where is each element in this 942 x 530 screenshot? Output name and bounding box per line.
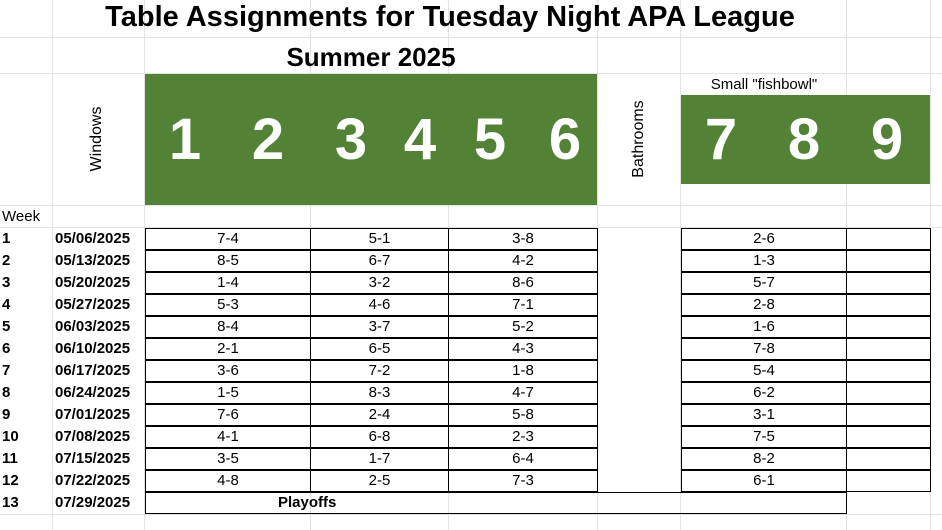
empty-cell	[846, 382, 931, 404]
week-date: 06/24/2025	[55, 384, 131, 401]
table-number: 9	[870, 107, 904, 172]
matchup-cell: 3-6	[145, 360, 311, 382]
table-number: 5	[473, 107, 507, 172]
table-number: 6	[548, 107, 582, 172]
windows-label: Windows	[88, 106, 105, 172]
matchup-cell: 4-8	[145, 470, 311, 492]
table-number: 7	[704, 107, 738, 172]
week-date: 07/29/2025	[55, 494, 131, 511]
matchup-cell: 7-5	[681, 426, 847, 448]
empty-cell	[846, 426, 931, 448]
empty-cell	[846, 228, 931, 250]
matchup-cell: 8-4	[145, 316, 311, 338]
bathrooms-label: Bathrooms	[630, 100, 647, 178]
matchup-cell: 5-4	[681, 360, 847, 382]
empty-cell	[846, 294, 931, 316]
week-number: 11	[2, 450, 18, 467]
main-tables-bar	[145, 74, 597, 205]
matchup-cell: 4-3	[448, 338, 598, 360]
matchup-cell: 4-1	[145, 426, 311, 448]
matchup-cell: 2-5	[310, 470, 449, 492]
matchup-cell: 3-2	[310, 272, 449, 294]
empty-cell	[846, 360, 931, 382]
matchup-cell: 2-4	[310, 404, 449, 426]
week-number: 13	[2, 494, 19, 511]
empty-cell	[846, 272, 931, 294]
matchup-cell: 6-1	[681, 470, 847, 492]
matchup-cell: 8-6	[448, 272, 598, 294]
matchup-cell: 6-7	[310, 250, 449, 272]
matchup-cell: 8-2	[681, 448, 847, 470]
matchup-cell: 4-6	[310, 294, 449, 316]
matchup-cell: 1-4	[145, 272, 311, 294]
week-date: 06/17/2025	[55, 362, 131, 379]
matchup-cell: 3-7	[310, 316, 449, 338]
matchup-cell: 1-7	[310, 448, 449, 470]
matchup-cell: 6-8	[310, 426, 449, 448]
matchup-cell: 6-2	[681, 382, 847, 404]
matchup-cell: 7-2	[310, 360, 449, 382]
matchup-cell: 4-2	[448, 250, 598, 272]
matchup-cell: 5-8	[448, 404, 598, 426]
fishbowl-tables-bar	[681, 95, 930, 184]
empty-cell	[846, 338, 931, 360]
matchup-cell: 5-2	[448, 316, 598, 338]
matchup-cell: 1-8	[448, 360, 598, 382]
matchup-cell: 3-8	[448, 228, 598, 250]
week-date: 05/20/2025	[55, 274, 131, 291]
table-number: 3	[334, 107, 368, 172]
week-date: 05/27/2025	[55, 296, 131, 313]
empty-cell	[846, 404, 931, 426]
matchup-cell: 3-5	[145, 448, 311, 470]
matchup-cell: 7-6	[145, 404, 311, 426]
matchup-cell: 5-7	[681, 272, 847, 294]
matchup-cell: 5-1	[310, 228, 449, 250]
week-date: 06/03/2025	[55, 318, 131, 335]
season-subtitle: Summer 2025	[286, 42, 456, 72]
matchup-cell: 6-4	[448, 448, 598, 470]
week-column-header: Week	[2, 208, 41, 225]
empty-cell	[846, 250, 931, 272]
week-date: 07/15/2025	[55, 450, 131, 467]
empty-cell	[846, 316, 931, 338]
matchup-cell: 8-5	[145, 250, 311, 272]
matchup-cell: 2-8	[681, 294, 847, 316]
table-number: 1	[168, 107, 202, 172]
week-number: 7	[2, 362, 11, 379]
week-number: 1	[2, 230, 11, 247]
matchup-cell: 7-8	[681, 338, 847, 360]
week-number: 12	[2, 472, 19, 489]
table-number: 4	[403, 107, 437, 172]
week-number: 5	[2, 318, 11, 335]
table-number: 2	[251, 107, 285, 172]
playoffs-cell: Playoffs	[145, 492, 847, 514]
matchup-cell: 7-1	[448, 294, 598, 316]
week-date: 07/22/2025	[55, 472, 131, 489]
week-number: 10	[2, 428, 19, 445]
matchup-cell: 2-6	[681, 228, 847, 250]
matchup-cell: 7-3	[448, 470, 598, 492]
matchup-cell: 1-5	[145, 382, 311, 404]
matchup-cell: 4-7	[448, 382, 598, 404]
week-number: 9	[2, 406, 11, 423]
week-number: 8	[2, 384, 11, 401]
week-date: 06/10/2025	[55, 340, 131, 357]
matchup-cell: 2-1	[145, 338, 311, 360]
matchup-cell: 3-1	[681, 404, 847, 426]
week-number: 3	[2, 274, 11, 291]
matchup-cell: 6-5	[310, 338, 449, 360]
matchup-cell: 2-3	[448, 426, 598, 448]
empty-cell	[846, 470, 931, 492]
week-number: 2	[2, 252, 11, 269]
empty-cell	[846, 448, 931, 470]
week-date: 07/01/2025	[55, 406, 131, 423]
matchup-cell: 5-3	[145, 294, 311, 316]
week-date: 05/06/2025	[55, 230, 131, 247]
fishbowl-label: Small "fishbowl"	[710, 76, 818, 93]
week-number: 4	[2, 296, 11, 313]
matchup-cell: 8-3	[310, 382, 449, 404]
matchup-cell: 1-3	[681, 250, 847, 272]
matchup-cell: 1-6	[681, 316, 847, 338]
week-date: 07/08/2025	[55, 428, 131, 445]
week-date: 05/13/2025	[55, 252, 131, 269]
week-number: 6	[2, 340, 11, 357]
page-title: Table Assignments for Tuesday Night APA League	[105, 1, 795, 33]
table-number: 8	[787, 107, 821, 172]
matchup-cell: 7-4	[145, 228, 311, 250]
